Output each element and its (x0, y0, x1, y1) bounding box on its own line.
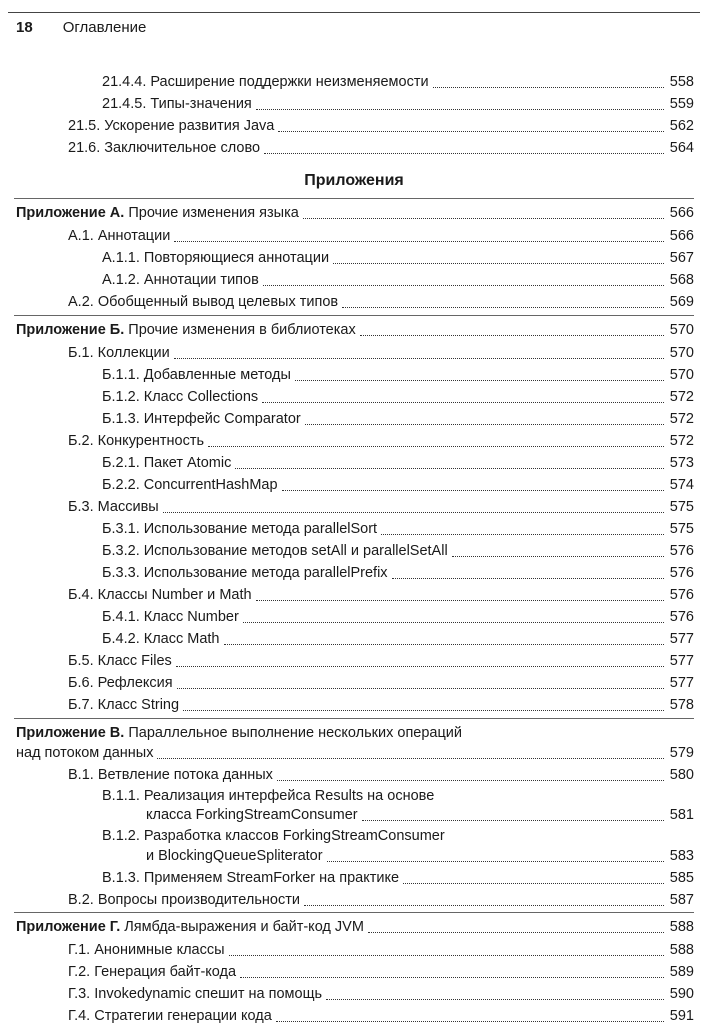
section-title: Приложения (304, 172, 404, 189)
toc-entry-appendix-g[interactable]: Приложение Г. Лямбда-выражения и байт-код JVM 588 (16, 919, 694, 935)
toc-entry-b-4-1[interactable]: Б.4.1. Класс Number 576 (102, 609, 694, 625)
toc-entry-a-1-1[interactable]: А.1.1. Повторяющиеся аннотации 567 (102, 250, 694, 266)
toc-entry-g-3[interactable]: Г.3. Invokedynamic спешит на помощь 590 (68, 986, 694, 1002)
toc-entry-v-2[interactable]: В.2. Вопросы производительности 587 (68, 892, 694, 908)
toc-entry-b-3[interactable]: Б.3. Массивы 575 (68, 499, 694, 515)
toc-entry-v-1-2-line1[interactable]: В.1.2. Разработка классов ForkingStreamConsumer (102, 828, 445, 844)
toc-entry-b-1-2[interactable]: Б.1.2. Класс Collections 572 (102, 389, 694, 405)
toc-entry-g-1[interactable]: Г.1. Анонимные классы 588 (68, 942, 694, 958)
toc-entry-v-1-3[interactable]: В.1.3. Применяем StreamForker на практике 585 (102, 870, 694, 886)
appendix-separator (14, 912, 694, 913)
toc-entry-b-1-1[interactable]: Б.1.1. Добавленные методы 570 (102, 367, 694, 383)
running-title: Оглавление (62, 19, 147, 36)
running-header (16, 18, 146, 38)
toc-entry-a-1[interactable]: А.1. Аннотации 566 (68, 228, 694, 244)
toc-entry-b-3-1[interactable]: Б.3.1. Использование метода parallelSort 575 (102, 521, 694, 537)
toc-entry-appendix-a[interactable]: Приложение А. Прочие изменения языка 566 (16, 205, 694, 221)
appendix-separator (14, 198, 694, 199)
toc-entry-b-1[interactable]: Б.1. Коллекции 570 (68, 345, 694, 361)
toc-entry-21-5[interactable]: 21.5. Ускорение развития Java 562 (68, 118, 694, 134)
toc-entry-b-4-2[interactable]: Б.4.2. Класс Math 577 (102, 631, 694, 647)
toc-entry-g-4[interactable]: Г.4. Стратегии генерации кода 591 (68, 1008, 694, 1024)
toc-entry-appendix-v-line1[interactable]: Приложение В. Параллельное выполнение нескольких операций (16, 725, 463, 741)
toc-entry-b-2[interactable]: Б.2. Конкурентность 572 (68, 433, 694, 449)
toc-entry-b-1-3[interactable]: Б.1.3. Интерфейс Comparator 572 (102, 411, 694, 427)
toc-entry-appendix-b[interactable]: Приложение Б. Прочие изменения в библиотеках 570 (16, 322, 694, 338)
toc-entry-21-4-5[interactable]: 21.4.5. Типы-значения 559 (102, 96, 694, 112)
header-rule (8, 12, 700, 13)
toc-entry-b-6[interactable]: Б.6. Рефлексия 577 (68, 675, 694, 691)
toc-entry-21-6[interactable]: 21.6. Заключительное слово 564 (68, 140, 694, 156)
toc-entry-v-1-2[interactable]: и BlockingQueueSpliterator 583 (146, 848, 694, 864)
toc-entry-b-7[interactable]: Б.7. Класс String 578 (68, 697, 694, 713)
toc-entry-a-1-2[interactable]: А.1.2. Аннотации типов 568 (102, 272, 694, 288)
toc-entry-b-2-1[interactable]: Б.2.1. Пакет Atomic 573 (102, 455, 694, 471)
toc-entry-b-5[interactable]: Б.5. Класс Files 577 (68, 653, 694, 669)
toc-entry-g-2[interactable]: Г.2. Генерация байт-кода 589 (68, 964, 694, 980)
toc-entry-b-4[interactable]: Б.4. Классы Number и Math 576 (68, 587, 694, 603)
toc-entry-b-2-2[interactable]: Б.2.2. ConcurrentHashMap 574 (102, 477, 694, 493)
toc-entry-v-1[interactable]: В.1. Ветвление потока данных 580 (68, 767, 694, 783)
toc-entry-21-4-4[interactable]: 21.4.4. Расширение поддержки неизменяемости 558 (102, 74, 694, 90)
toc-entry-b-3-2[interactable]: Б.3.2. Использование методов setAll и parallelSetAll 576 (102, 543, 694, 559)
toc-entry-v-1-1[interactable]: класса ForkingStreamConsumer 581 (146, 807, 694, 823)
appendix-separator (14, 718, 694, 719)
toc-entry-v-1-1-line1[interactable]: В.1.1. Реализация интерфейса Results на основе (102, 788, 435, 804)
toc-entry-a-2[interactable]: А.2. Обобщенный вывод целевых типов 569 (68, 294, 694, 310)
toc-entry-b-3-3[interactable]: Б.3.3. Использование метода parallelPrefix 576 (102, 565, 694, 581)
appendix-separator (14, 315, 694, 316)
page-number: 18 (16, 19, 33, 36)
toc-entry-appendix-v[interactable]: над потоком данных 579 (16, 745, 694, 761)
